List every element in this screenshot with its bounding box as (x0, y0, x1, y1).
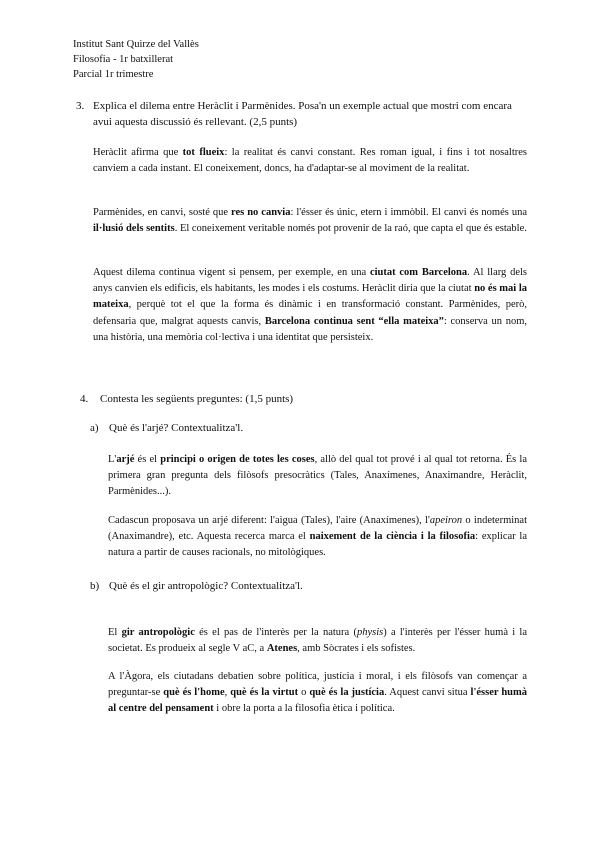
question-4 (80, 391, 530, 407)
text-run: , allò del qual tot prové i al qual tot retorna. És la primera gran pregunta dels filòsofs presocràtics (Tales, Anaxímenes, Anaximandre, Heràclit, Parmènides...). (108, 454, 527, 498)
question-3 (76, 98, 528, 130)
text-run: , amb Sòcrates i els sofistes. (297, 643, 416, 655)
text-run: , (224, 687, 231, 699)
answer-3-paragraph-3 (93, 265, 527, 346)
question-3-number: 3. (76, 100, 85, 112)
text-run: Cadascun proposava un arjé diferent: l'aigua (Tales), l'aire (Anaxímenes), l' (108, 515, 430, 526)
bold-run: tot flueix (182, 147, 225, 158)
text-run: : la realitat és canvi constant. Res roman igual, i fins i tot nosaltres canviem a cada instant. El coneixement, doncs, ha d'adaptar-se al moviment de la realitat. (93, 147, 527, 175)
text-run: . El coneixement veritable només pot provenir de la raó, que capta el que és estable. (174, 223, 527, 235)
answer-3-paragraph-2 (93, 205, 527, 237)
text-run: L' (108, 454, 117, 465)
bold-run: Atenes (266, 643, 298, 655)
text-run: o indeterminat (Anaximandre), etc. Aquesta recerca marca el (108, 515, 527, 543)
text-run: El (108, 627, 122, 638)
bold-run: arjé (116, 454, 135, 465)
question-3-prompt: Explica el dilema entre Heràclit i Parmènides. Posa'n un exemple actual que mostri com encara avui aquesta discussió és rellevant. (2,5 punts) (93, 100, 512, 128)
question-4b (90, 578, 530, 594)
course-name: Filosofia - 1r batxillerat (73, 54, 174, 65)
bold-run: què és la justícia (309, 687, 385, 699)
text-run: . Aquest canvi situa (384, 687, 471, 699)
school-name: Institut Sant Quirze del Vallès (73, 39, 199, 50)
text-run: Heràclit afirma que (93, 147, 183, 158)
text-run: Aquest dilema continua vigent si pensem, per exemple, en una (93, 267, 370, 278)
bold-run: què és la virtut (230, 687, 299, 699)
document-header (73, 37, 199, 82)
question-4b-label: b) (90, 580, 100, 592)
question-4a-prompt: Què és l'arjé? Contextualitza'l. (109, 422, 244, 434)
text-run: : l'ésser és únic, etern i immòbil. El canvi és només una (290, 207, 527, 218)
text-run: : explicar la natura a partir de causes racionals, no mitològiques. (108, 531, 527, 559)
answer-4b-paragraph-1 (108, 625, 527, 657)
text-run: Parmènides, en canvi, sosté que (93, 207, 231, 218)
bold-run: ciutat com Barcelona (369, 267, 468, 278)
bold-run: il·lusió dels sentits (93, 223, 175, 235)
text-run: A l'Àgora, els ciutadans debatien sobre política, justícia i moral, i els filòsofs van començar a preguntar-se (108, 671, 527, 699)
text-run: o (298, 687, 310, 699)
text-run: és el (134, 454, 161, 465)
text-run: és el pas de l'interès per la natura ( (194, 627, 357, 638)
bold-run: principi o origen de totes les coses (160, 454, 315, 465)
bold-run: Barcelona continua sent “ella mateixa” (264, 315, 444, 327)
question-4-prompt: Contesta les següents preguntes: (1,5 punts) (100, 393, 294, 405)
italic-run: apeiron (429, 515, 463, 526)
bold-run: naixement de la ciència i la filosofia (309, 531, 476, 543)
text-run: i obre la porta a la filosofia ètica i política. (213, 703, 395, 715)
answer-4b-paragraph-2 (108, 669, 527, 718)
answer-4a-paragraph-1 (108, 452, 527, 501)
answer-4a-paragraph-2 (108, 513, 527, 562)
exam-name: Parcial 1r trimestre (73, 69, 154, 80)
answer-3-paragraph-1 (93, 145, 527, 177)
question-4-number: 4. (80, 393, 89, 405)
bold-run: gir antropològic (121, 627, 195, 638)
bold-run: què és l'home (163, 687, 225, 699)
bold-run: res no canvia (231, 207, 291, 218)
text-run: : conserva un nom, una història, una memòria col·lectiva i una identitat que persisteix. (93, 315, 528, 343)
bold-run: no és mai la mateixa (93, 283, 527, 311)
text-run: ) a l'interès per l'ésser humà i la societat. Es produeix al segle V aC, a (108, 627, 528, 655)
bold-run: l'ésser humà al centre del pensament (108, 687, 527, 715)
text-run: , perquè tot el que la forma és dinàmic i en transformació constant. Parmènides, però, defensaria que, malgrat aquests canvis, (93, 299, 527, 327)
italic-run: physis (356, 627, 384, 638)
text-run: . Al llarg dels anys canvien els edificis, els habitants, les modes i els costums. Heràclit diria que la ciutat (93, 267, 528, 295)
question-4a-label: a) (90, 422, 99, 434)
question-4a (90, 420, 530, 436)
question-4b-prompt: Què és el gir antropològic? Contextualitza'l. (109, 580, 303, 592)
